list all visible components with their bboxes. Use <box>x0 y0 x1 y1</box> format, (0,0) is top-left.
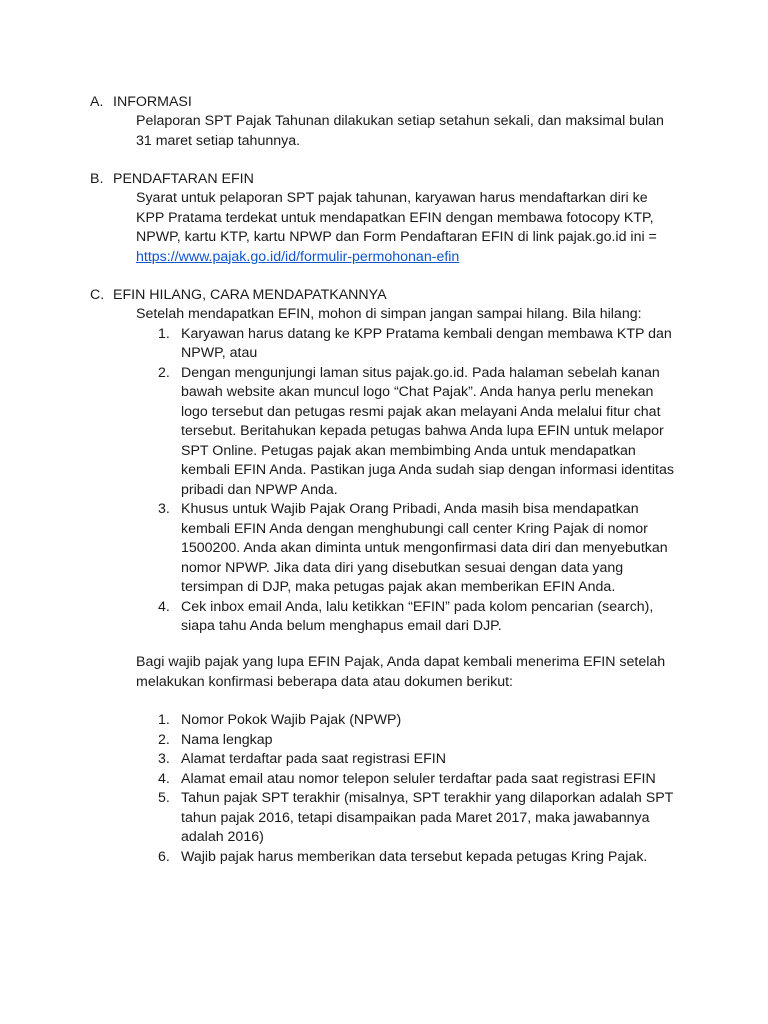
list-text: Nama lengkap <box>181 731 273 748</box>
list-number: 3. <box>158 501 170 517</box>
section-letter: A. <box>90 94 104 110</box>
list-text: Cek inbox email Anda, lalu ketikkan “EFIN” pada kolom pencarian (search), siapa tahu Anda belum menghapus email dari DJP. <box>181 598 654 634</box>
list-item <box>90 711 681 731</box>
closing-list-block <box>90 711 690 867</box>
list-item <box>90 598 681 637</box>
list-text: Dengan mengunjungi laman situs pajak.go.id. Pada halaman sebelah kanan bawah website akan muncul logo “Chat Pajak”. Anda hanya perlu menekan logo tersebut dan petugas resmi pajak akan melayani Anda melalui fitur chat tersebut. Beritahukan kepada petugas bahwa Anda lupa EFIN untuk melapor SPT Online. Petugas pajak akan membimbing Anda untuk mendapatkan kembali EFIN Anda. Pastikan juga Anda sudah siap dengan informasi identitas pribadi dan NPWP Anda. <box>181 364 674 498</box>
list-item <box>90 750 681 770</box>
list-number: 2. <box>158 364 170 381</box>
closing-paragraph: Bagi wajib pajak yang lupa EFIN Pajak, Anda dapat kembali menerima EFIN setelah melakukan konfirmasi beberapa data atau dokumen berikut: <box>136 654 666 690</box>
paragraph-text: Syarat untuk pelaporan SPT pajak tahunan, karyawan harus mendaftarkan diri ke KPP Pratama terdekat untuk mendapatkan EFIN dengan membawa fotocopy KTP, NPWP, kartu KTP, kartu NPWP dan Form Pendaftaran EFIN di link pajak.go.id ini = <box>136 190 657 245</box>
list-number: 1. <box>158 325 170 342</box>
list-number: 1. <box>158 712 170 728</box>
section-title: EFIN HILANG, CARA MENDAPATKANNYA <box>113 287 387 303</box>
section-letter: C. <box>90 287 105 303</box>
list-text: Wajib pajak harus memberikan data tersebut kepada petugas Kring Pajak. <box>181 848 648 865</box>
list-text: Khusus untuk Wajib Pajak Orang Pribadi, Anda masih bisa mendapatkan kembali EFIN Anda dengan menghubungi call center Kring Pajak di nomor 1500200. Anda akan diminta untuk mengonfirmasi data diri dan menyebutkan nomor NPWP. Jika data diri yang disebutkan sesuai dengan data yang tersimpan di DJP, maka petugas pajak akan memberikan EFIN Anda. <box>181 501 668 595</box>
list-text: Tahun pajak SPT terakhir (misalnya, SPT terakhir yang dilaporkan adalah SPT tahun pajak 2016, tetapi disampaikan pada Maret 2017, maka jawabannya adalah 2016) <box>181 790 674 845</box>
list-item <box>90 731 681 751</box>
section-paragraph <box>136 189 676 267</box>
list-text: Alamat terdaftar pada saat registrasi EFIN <box>181 751 446 767</box>
list-item <box>90 789 681 848</box>
numbered-list <box>90 325 690 637</box>
list-item <box>90 364 681 501</box>
section-informasi <box>90 92 690 151</box>
list-number: 6. <box>158 848 170 865</box>
list-item <box>90 500 681 598</box>
section-heading <box>90 92 690 112</box>
efin-form-link[interactable]: https://www.pajak.go.id/id/formulir-permohonan-efin <box>136 248 460 265</box>
list-text: Karyawan harus datang ke KPP Pratama kembali dengan membawa KTP dan NPWP, atau <box>181 325 672 361</box>
list-item <box>90 325 681 364</box>
section-heading <box>90 285 690 305</box>
section-pendaftaran-efin <box>90 169 690 267</box>
list-number: 4. <box>158 770 170 787</box>
list-number: 2. <box>158 731 170 748</box>
list-number: 5. <box>158 790 170 806</box>
section-efin-hilang <box>90 285 690 637</box>
section-paragraph: Setelah mendapatkan EFIN, mohon di simpan jangan sampai hilang. Bila hilang: <box>136 306 642 322</box>
section-title: PENDAFTARAN EFIN <box>113 171 254 187</box>
list-item <box>90 848 681 868</box>
list-text: Alamat email atau nomor telepon seluler terdaftar pada saat registrasi EFIN <box>181 770 656 787</box>
section-paragraph: Pelaporan SPT Pajak Tahunan dilakukan setiap setahun sekali, dan maksimal bulan 31 maret setiap tahunnya. <box>136 113 664 149</box>
list-number: 3. <box>158 751 170 767</box>
list-number: 4. <box>158 598 170 615</box>
list-text: Nomor Pokok Wajib Pajak (NPWP) <box>181 712 402 728</box>
numbered-list <box>90 711 690 867</box>
list-item <box>90 770 681 790</box>
section-heading <box>90 169 690 189</box>
section-letter: B. <box>90 171 104 187</box>
section-title: INFORMASI <box>113 94 192 110</box>
